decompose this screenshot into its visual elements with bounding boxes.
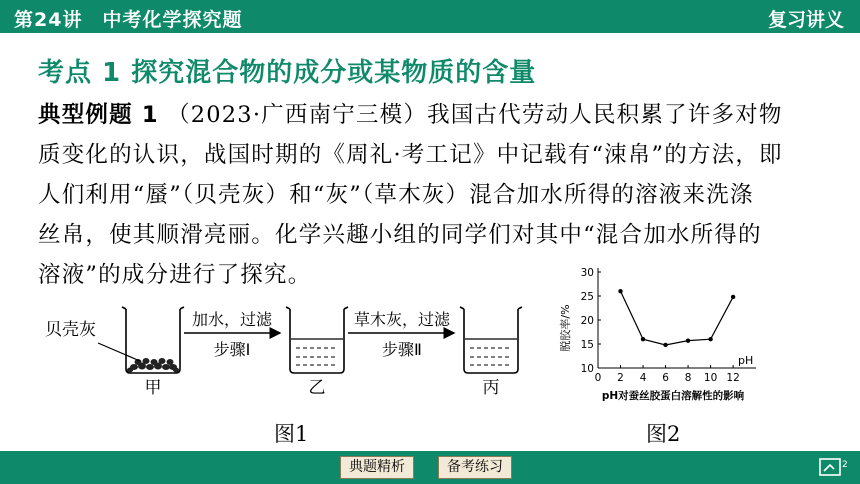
figure1-diagram xyxy=(45,295,520,400)
beaker-label-bing: 丙 xyxy=(482,378,500,398)
chart-bottom-caption: pH对蚕丝胶蛋白溶解性的影响 xyxy=(601,390,745,402)
example-line-4: 丝帛，使其顺滑亮丽。化学兴趣小组的同学们对其中“混合加水所得的 xyxy=(38,222,762,248)
example-label: 典型例题 1 xyxy=(38,102,159,128)
shell-ash-pointer xyxy=(98,343,140,361)
chart-x-tick-label: 2 xyxy=(617,372,624,384)
chart-series-line xyxy=(621,291,734,345)
page-number: 2 xyxy=(842,460,848,470)
chart-x-tick-label: 12 xyxy=(726,372,740,384)
chart-point xyxy=(731,295,735,299)
chart-point xyxy=(708,337,712,341)
step2-bottom-label: 步骤Ⅱ xyxy=(382,340,422,359)
chart-x-tick-label: 8 xyxy=(684,372,692,384)
example-line-5: 溶液”的成分进行了探究。 xyxy=(38,262,312,288)
figure2-chart xyxy=(560,262,790,407)
beaker-label-yi: 乙 xyxy=(308,378,326,398)
step1-top-label: 加水，过滤 xyxy=(191,310,273,329)
chart-y-tick-label: 30 xyxy=(580,267,594,279)
chart-x-tick-label: 0 xyxy=(594,372,602,384)
example-line-3: 人们利用“蜃”（贝壳灰）和“灰”（草木灰）混合加水所得的溶液来洗涤 xyxy=(38,182,754,208)
page-number-icon xyxy=(818,455,848,481)
header-bar xyxy=(0,0,860,33)
example-line-1: 典型例题 1 （2023·广西南宁三模）我国古代劳动人民积累了许多对物 xyxy=(38,102,783,128)
beaker-yi xyxy=(286,307,348,373)
chart-point xyxy=(641,337,645,341)
figure2-caption: 图2 xyxy=(646,422,681,446)
shell-ash-solid xyxy=(127,358,179,373)
review-label: 复习讲义 xyxy=(767,9,844,31)
footer-bar xyxy=(0,451,860,484)
beaker-jia xyxy=(122,307,184,373)
step2-top-label: 草木灰，过滤 xyxy=(353,310,451,329)
shell-ash-label: 贝壳灰 xyxy=(45,320,96,340)
chart-y-tick-label: 15 xyxy=(580,339,594,351)
figure1-caption: 图1 xyxy=(274,422,309,446)
example-line-2: 质变化的认识，战国时期的《周礼·考工记》中记载有“涑帛”的方法，即 xyxy=(38,142,783,168)
chart-y-tick-label: 25 xyxy=(580,291,594,303)
chart-x-tick-label: 4 xyxy=(639,372,647,384)
tab-exam-practice[interactable]: 备考练习 xyxy=(438,456,512,479)
chart-x-tick-label: 6 xyxy=(662,372,669,384)
chart-y-tick-label: 10 xyxy=(580,363,594,375)
chart-x-tick-label: 10 xyxy=(703,372,718,384)
beaker-label-jia: 甲 xyxy=(144,378,162,398)
tab-typical-analysis[interactable]: 典题精析 xyxy=(340,456,414,479)
step1-bottom-label: 步骤Ⅰ xyxy=(213,340,251,359)
chart-y-label: 脱胶率/% xyxy=(559,304,572,352)
chart-x-label: pH xyxy=(738,354,754,367)
section-title: 考点 1 探究混合物的成分或某物质的含量 xyxy=(38,58,537,88)
chart-point xyxy=(686,338,690,342)
chart-point xyxy=(618,289,622,293)
chart-point xyxy=(663,343,667,347)
chart-y-tick-label: 20 xyxy=(580,315,594,327)
lesson-title: 第24讲 中考化学探究题 xyxy=(14,9,243,31)
beaker-bing xyxy=(460,307,522,373)
